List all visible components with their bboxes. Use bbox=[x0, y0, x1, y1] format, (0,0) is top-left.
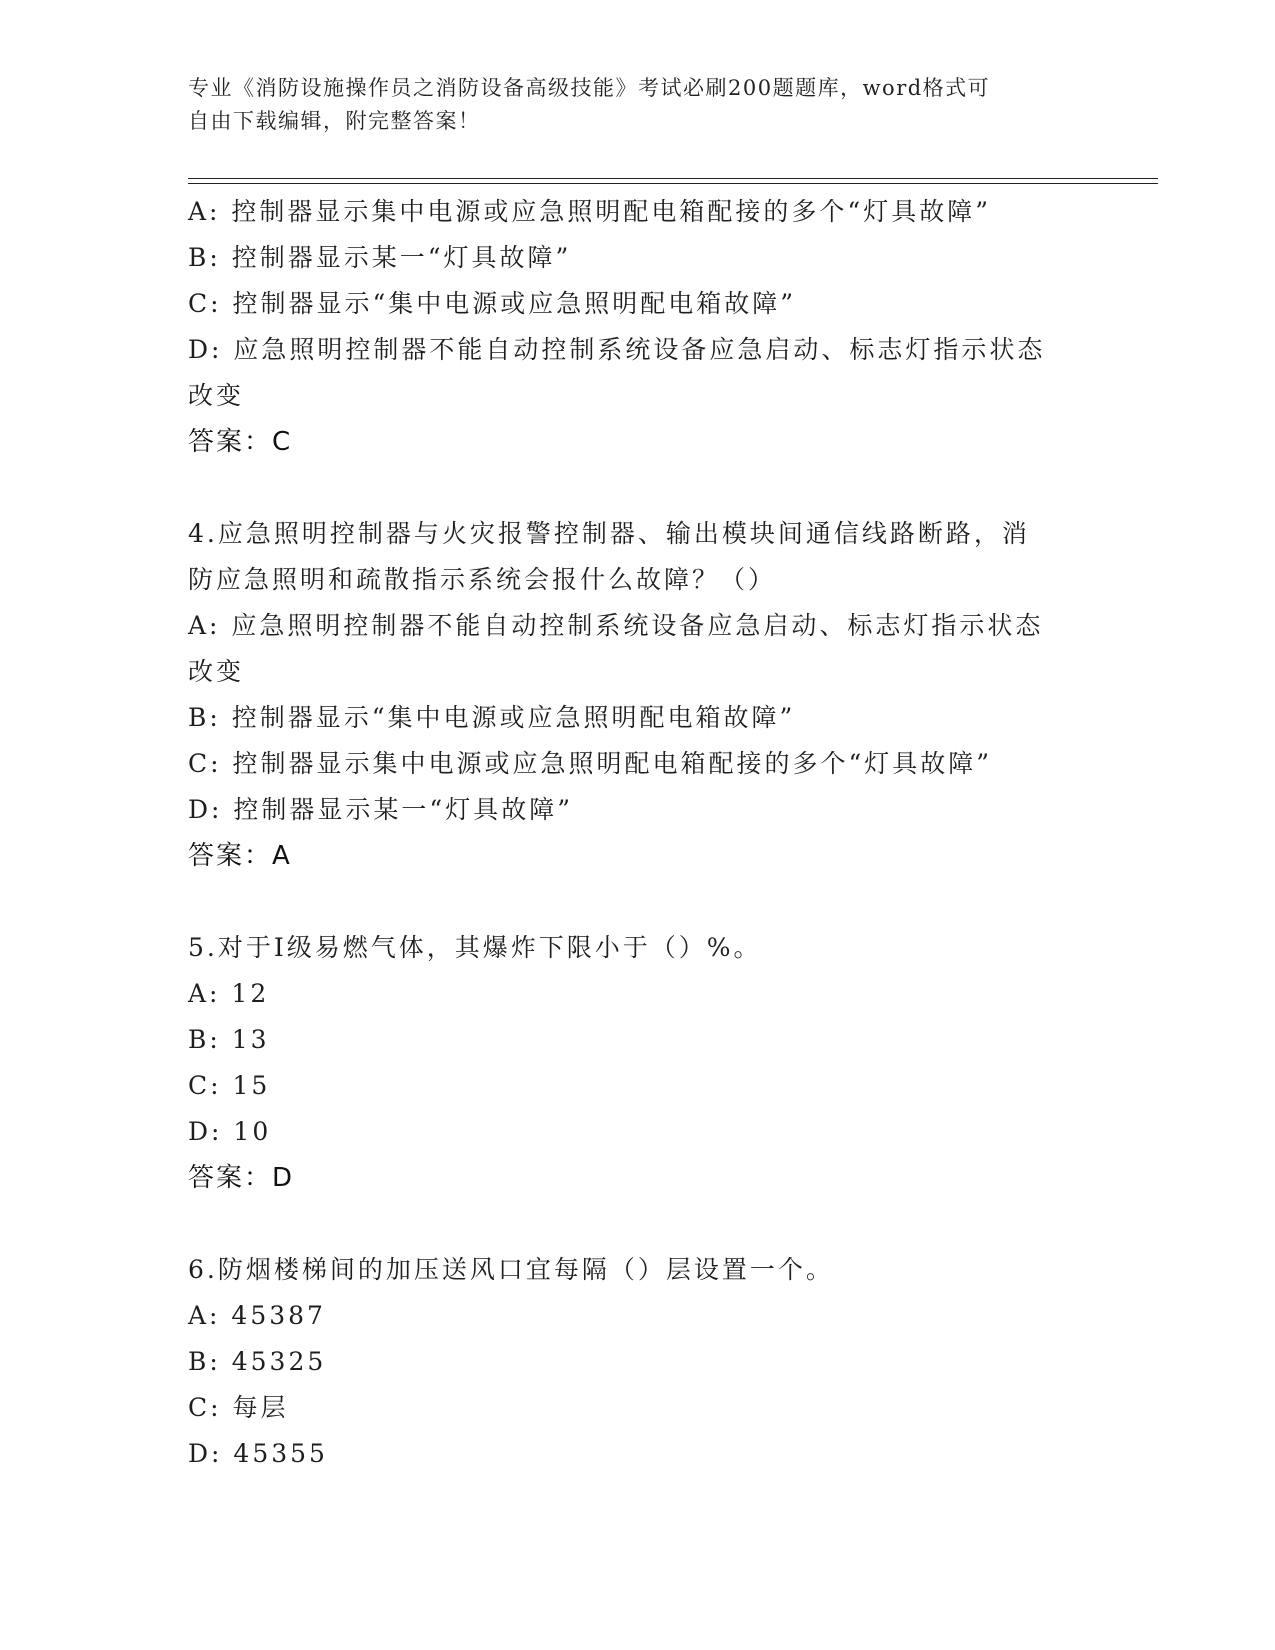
option-b: B: 控制器显示某一“灯具故障” bbox=[188, 243, 572, 272]
option-b: B: 控制器显示“集中电源或应急照明配电箱故障” bbox=[188, 703, 796, 732]
option-a: A: 控制器显示集中电源或应急照明配电箱配接的多个“灯具故障” bbox=[188, 197, 991, 226]
option-d: D: 应急照明控制器不能自动控制系统设备应急启动、标志灯指示状态 bbox=[188, 335, 1046, 364]
option-d: D: 控制器显示某一“灯具故障” bbox=[188, 795, 573, 824]
option-b: B: 45325 bbox=[188, 1347, 327, 1376]
header-divider-top bbox=[188, 178, 1158, 179]
answer: 答案：D bbox=[188, 1163, 295, 1193]
answer: 答案：C bbox=[188, 427, 293, 457]
option-c: C: 15 bbox=[188, 1071, 271, 1100]
question-3 bbox=[188, 189, 1088, 465]
spacer bbox=[188, 1201, 1088, 1247]
option-a-continued: 改变 bbox=[188, 657, 245, 686]
option-c: C: 每层 bbox=[188, 1393, 289, 1422]
question-stem: 5.对于Ⅰ级易燃气体，其爆炸下限小于（）%。 bbox=[188, 933, 762, 962]
option-b: B: 13 bbox=[188, 1025, 270, 1054]
option-a: A: 45387 bbox=[188, 1301, 326, 1330]
question-5 bbox=[188, 925, 1088, 1201]
option-d-continued: 改变 bbox=[188, 381, 245, 410]
question-stem: 4.应急照明控制器与火灾报警控制器、输出模块间通信线路断路，消 bbox=[188, 519, 1030, 548]
option-c: C: 控制器显示集中电源或应急照明配电箱配接的多个“灯具故障” bbox=[188, 749, 993, 778]
option-d: D: 45355 bbox=[188, 1439, 328, 1468]
question-6 bbox=[188, 1247, 1088, 1477]
header-divider-bottom bbox=[188, 183, 1158, 184]
option-a: A: 应急照明控制器不能自动控制系统设备应急启动、标志灯指示状态 bbox=[188, 611, 1044, 640]
spacer bbox=[188, 879, 1088, 925]
answer: 答案：A bbox=[188, 841, 292, 871]
question-4 bbox=[188, 511, 1088, 879]
question-list bbox=[188, 189, 1088, 1477]
question-stem: 6.防烟楼梯间的加压送风口宜每隔（）层设置一个。 bbox=[188, 1255, 834, 1284]
question-stem-continued: 防应急照明和疏散指示系统会报什么故障？（） bbox=[188, 565, 777, 594]
document-header bbox=[188, 72, 1088, 138]
option-a: A: 12 bbox=[188, 979, 270, 1008]
spacer bbox=[188, 465, 1088, 511]
option-c: C: 控制器显示“集中电源或应急照明配电箱故障” bbox=[188, 289, 797, 318]
header-line-2: 自由下载编辑，附完整答案！ bbox=[188, 109, 481, 133]
option-d: D: 10 bbox=[188, 1117, 272, 1146]
header-line-1: 专业《消防设施操作员之消防设备高级技能》考试必刷200题题库，word格式可 bbox=[188, 76, 991, 100]
